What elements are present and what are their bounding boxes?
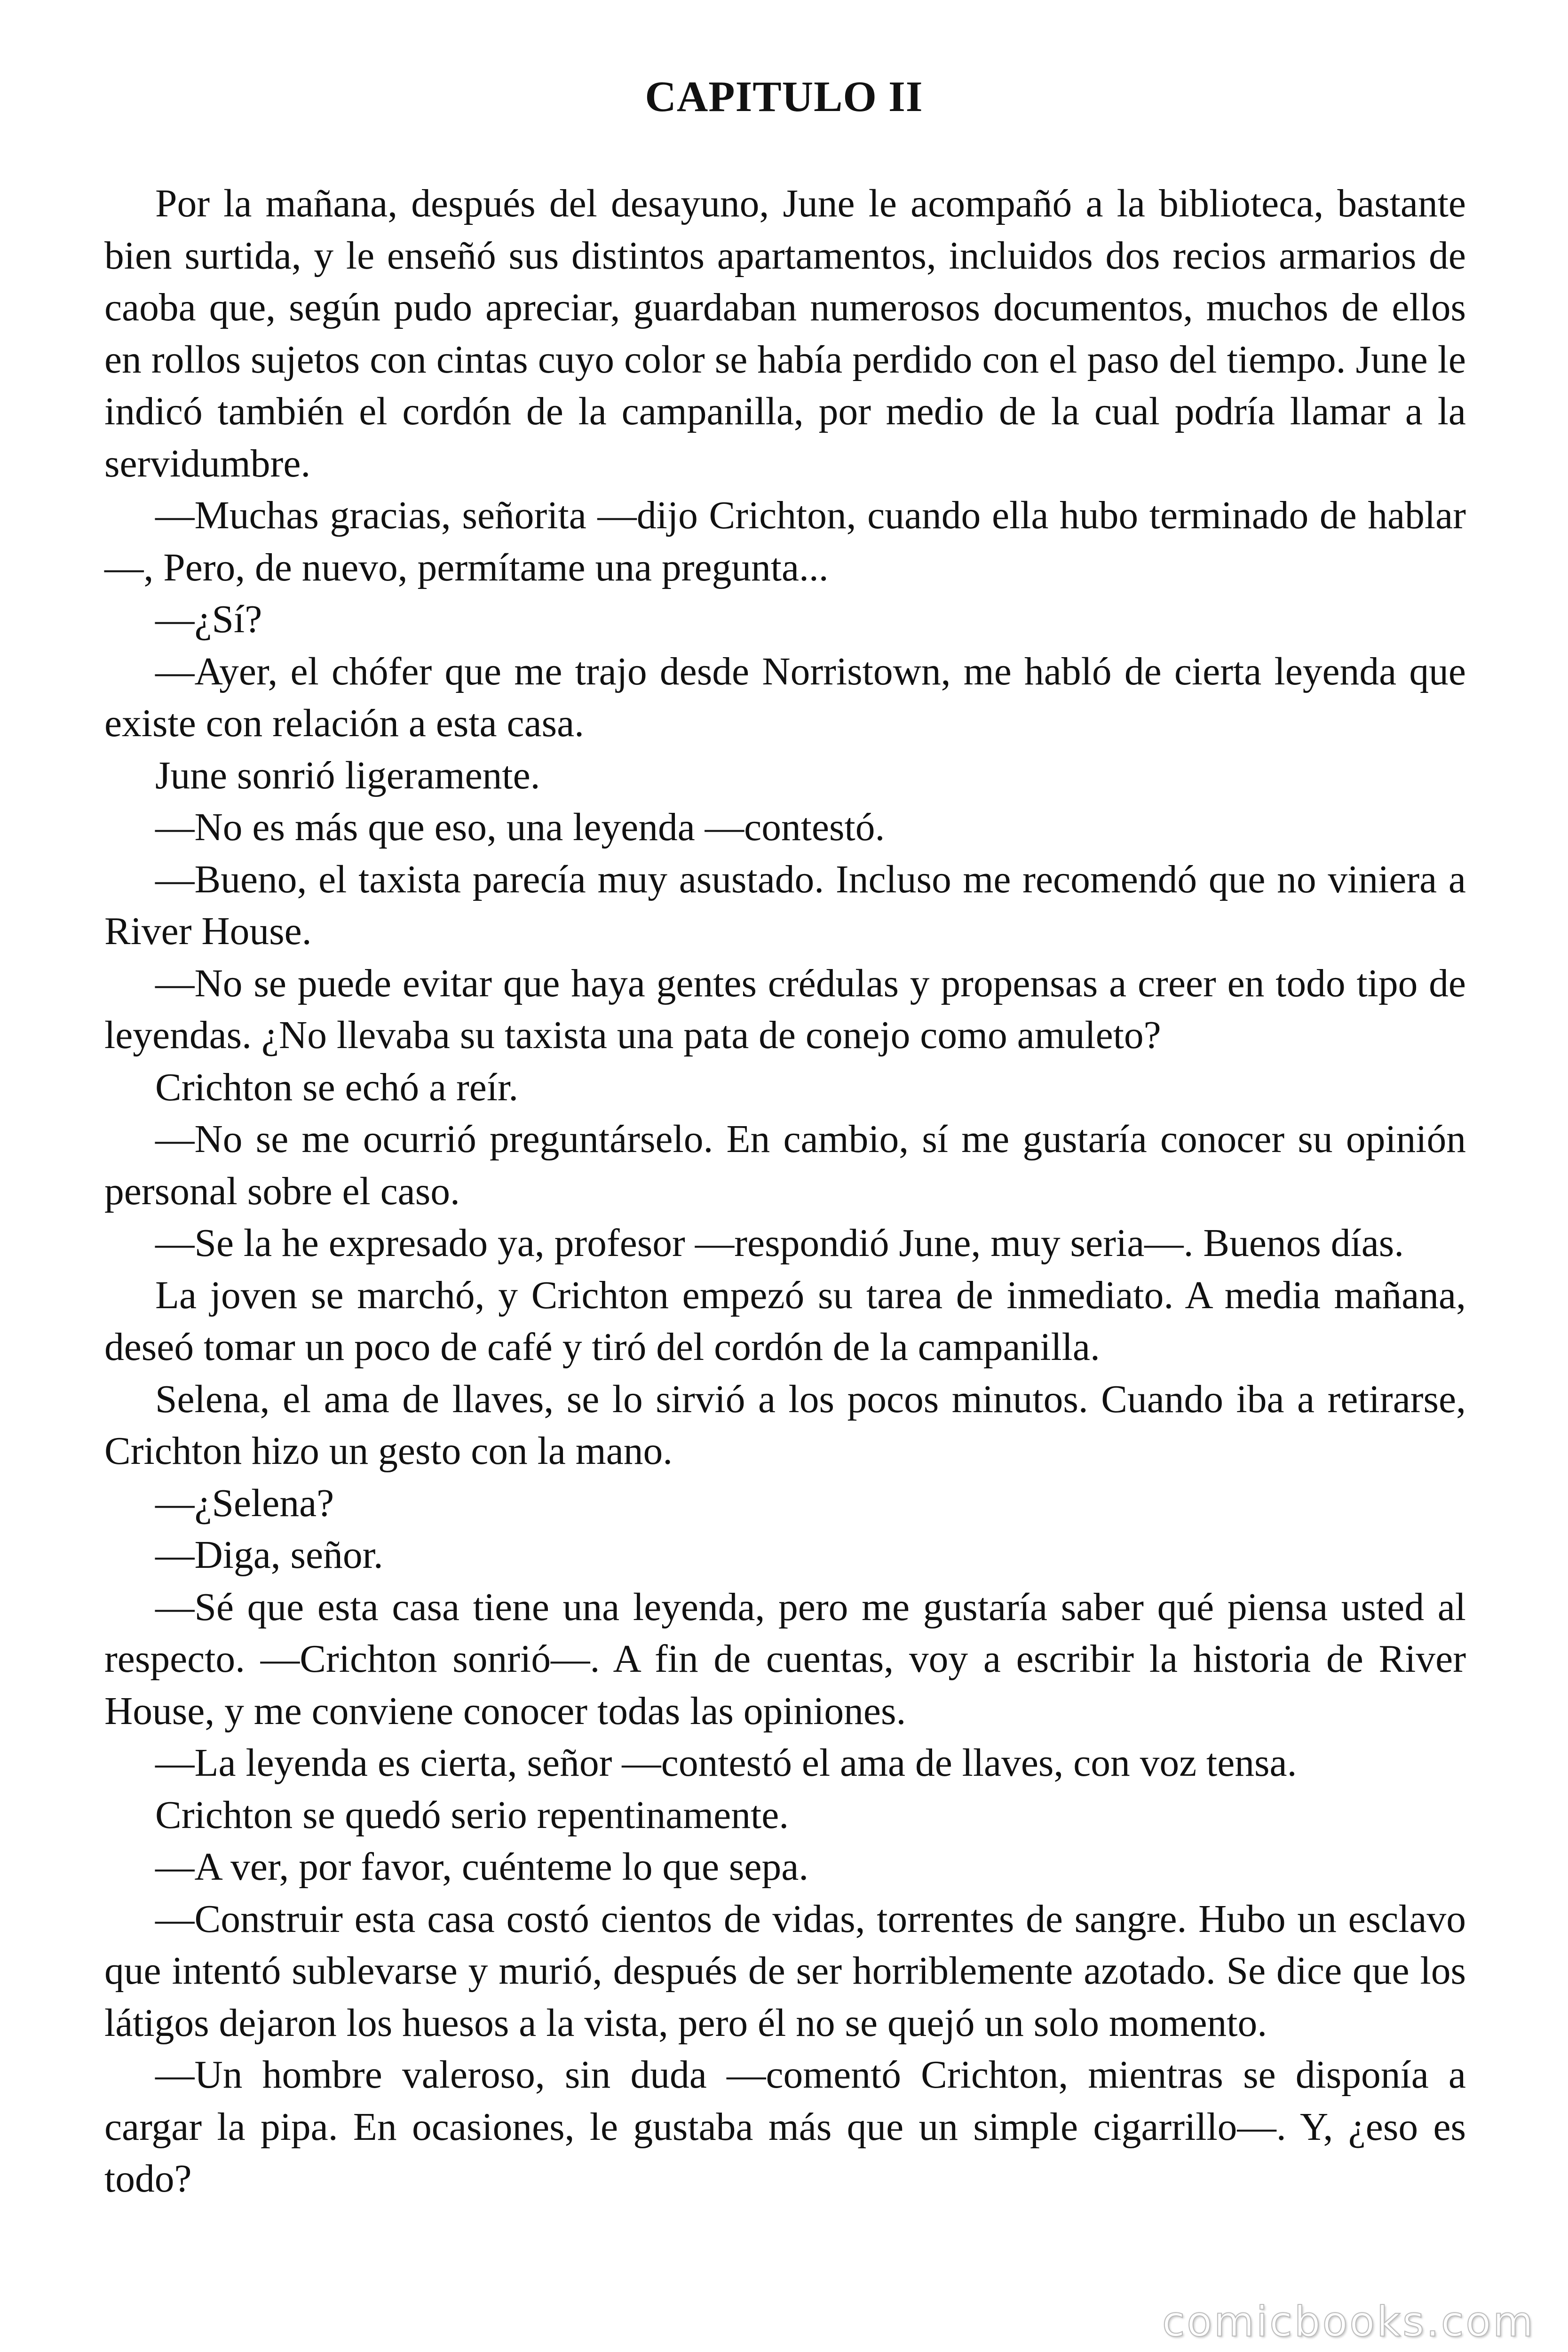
paragraph: —Muchas gracias, señorita —dijo Crichton, cuando ella hubo terminado de hablar—, Pero, de nuevo, permítame una pregunta... bbox=[104, 494, 1466, 589]
paragraph: Crichton se quedó serio repentinamente. bbox=[155, 1793, 789, 1837]
paragraph: —A ver, por favor, cuénteme lo que sepa. bbox=[155, 1845, 809, 1889]
paragraph: —¿Sí? bbox=[155, 598, 262, 641]
watermark-logo: comicbooks.com bbox=[1162, 2297, 1535, 2346]
paragraph: —No es más que eso, una leyenda —contestó. bbox=[155, 806, 885, 849]
paragraph: —No se me ocurrió preguntárselo. En cambio, sí me gustaría conocer su opinión personal sobre el caso. bbox=[104, 1118, 1466, 1213]
chapter-title: CAPITULO II bbox=[645, 72, 923, 120]
paragraph: —Ayer, el chófer que me trajo desde Norristown, me habló de cierta leyenda que existe con relación a esta casa. bbox=[104, 650, 1466, 745]
paragraph: —Construir esta casa costó cientos de vidas, torrentes de sangre. Hubo un esclavo que intentó sublevarse y murió, después de ser horriblemente azotado. Se dice que los látigos dejaron los huesos a la vista, pero él no se quejó un solo momento. bbox=[104, 1897, 1466, 2045]
paragraph: Crichton se echó a reír. bbox=[155, 1065, 519, 1109]
paragraph: La joven se marchó, y Crichton empezó su tarea de inmediato. A media mañana, deseó tomar un poco de café y tiró del cordón de la campanilla. bbox=[104, 1273, 1466, 1369]
paragraph: —La leyenda es cierta, señor —contestó el ama de llaves, con voz tensa. bbox=[155, 1741, 1297, 1785]
paragraph: —No se puede evitar que haya gentes crédulas y propensas a creer en todo tipo de leyendas. ¿No llevaba su taxista una pata de conejo como amuleto? bbox=[104, 961, 1466, 1057]
paragraph: —Bueno, el taxista parecía muy asustado. Incluso me recomendó que no viniera a River House. bbox=[104, 858, 1466, 953]
paragraph: —Diga, señor. bbox=[155, 1534, 383, 1577]
paragraph: —Se la he expresado ya, profesor —respondió June, muy seria—. Buenos días. bbox=[155, 1222, 1404, 1265]
paragraph: —Un hombre valeroso, sin duda —comentó Crichton, mientras se disponía a cargar la pipa. En ocasiones, le gustaba más que un simple cigarrillo—. Y, ¿eso es todo? bbox=[104, 2053, 1466, 2201]
paragraph: Por la mañana, después del desayuno, June le acompañó a la biblioteca, bastante bien surtida, y le enseñó sus distintos apartamentos, incluidos dos recios armarios de caoba que, según pudo apreciar, guardaban numerosos documentos, muchos de ellos en rollos sujetos con cintas cuyo color se había perdido con el paso del tiempo. June le indicó también el cordón de la campanilla, por medio de la cual podría llamar a la servidumbre. bbox=[104, 182, 1466, 485]
paragraph: Selena, el ama de llaves, se lo sirvió a los pocos minutos. Cuando iba a retirarse, Crichton hizo un gesto con la mano. bbox=[104, 1377, 1466, 1473]
paragraph: —Sé que esta casa tiene una leyenda, pero me gustaría saber qué piensa usted al respecto. —Crichton sonrió—. A fin de cuentas, voy a escribir la historia de River House, y me conviene conocer todas las opiniones. bbox=[104, 1585, 1466, 1733]
paragraph: —¿Selena? bbox=[155, 1481, 334, 1525]
chapter-body bbox=[104, 178, 1466, 2205]
paragraph: June sonrió ligeramente. bbox=[155, 754, 540, 797]
